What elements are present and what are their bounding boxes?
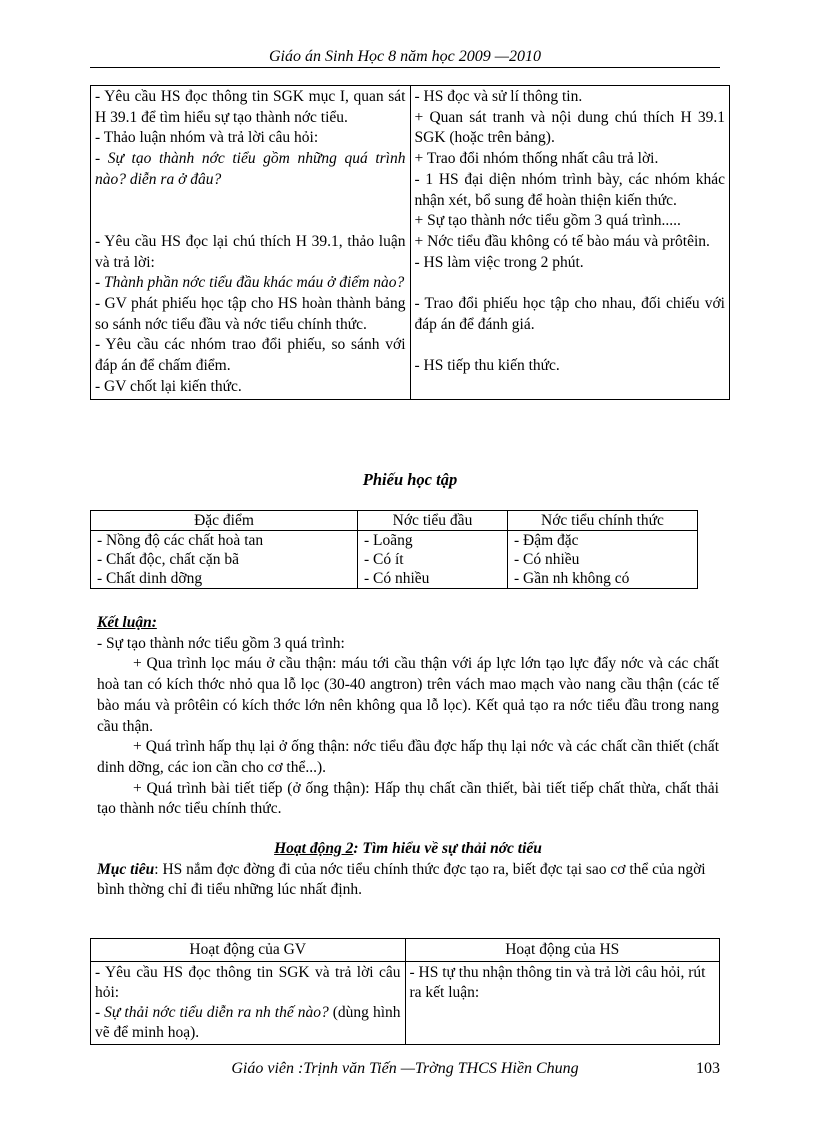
conclusion-paragraph: + Quá trình bài tiết tiếp (ở ống thận): Hấp thụ chất cần thiết, bài tiết tiếp chất thừa, chất thải tạo thành nớc tiểu chính thức. [97,779,719,818]
worksheet-title: Phiếu học tập [362,470,458,489]
table-cell: - Có ít [358,550,508,569]
objective-text: : HS nắm đợc đờng đi của nớc tiểu chính thức đợc tạo ra, biết đợc tại sao cơ thể của ngời bình thờng chỉ đi tiểu những lúc nhất định. [97,860,706,898]
list-item: + Nớc tiểu đầu không có tế bào máu và prôtêin. [414,232,710,250]
column-header: Hoạt động của GV [91,939,406,962]
list-item: + Quan sát tranh và nội dung chú thích H 39.1 SGK (hoặc trên bảng). [414,108,725,147]
teacher-activity-cell [91,962,406,1045]
list-item: + Trao đổi nhóm thống nhất câu trả lời. [414,150,659,168]
list-item: - Yêu cầu HS đọc thông tin SGK và trả lời câu hỏi: [95,964,401,1001]
column-header: Nớc tiểu chính thức [508,511,698,531]
page-number: 103 [696,1060,720,1077]
conclusion-paragraph: + Qua trình lọc máu ở cầu thận: máu tới cầu thận với áp lực lớn tạo lực đẩy nớc và các chất hoà tan có kích thớc nhỏ qua lỗ lọc (30-40 angtron) trên vách mao mạch vào nang cầu thận (các tế bào máu và prôtêin có kích thớc lớn nên không qua lỗ lọc). Kết quả tạo ra nớc tiểu đầu trong nang cầu thận. [97,655,719,735]
table-row [91,531,698,551]
table-cell: - Loãng [358,531,508,551]
activity-table-2 [90,938,720,1045]
worksheet-table [90,510,698,589]
spacer [95,191,406,212]
page-footer [90,1060,720,1078]
activity-2-section [97,839,719,901]
page-header: Giáo án Sinh Học 8 năm học 2009 —2010 [269,48,541,65]
conclusion-paragraph: + Quá trình hấp thụ lại ở ống thận: nớc tiểu đầu đợc hấp thụ lại nớc và các chất cần thiết (chất dinh dỡng, các ion cần cho cơ thể...). [97,738,719,776]
table-row [91,569,698,589]
table-cell: - Có nhiều [508,550,698,569]
spacer [415,273,726,294]
footer-text: Giáo viên :Trịnh văn Tiến —Trờng THCS Hiền Chung [231,1060,579,1077]
question-text: - Sự thải nớc tiểu diễn ra nh thế nào? [95,1004,329,1021]
table-header-row [91,511,698,531]
table-cell: - Có nhiều [358,569,508,589]
conclusion-intro: - Sự tạo thành nớc tiểu gồm 3 quá trình: [97,634,345,652]
activity-2-topic: : Tìm hiểu về sự thải nớc tiểu [353,840,542,857]
teacher-activity-cell [91,86,411,400]
conclusion-section [97,613,719,820]
table-cell: - Đậm đặc [508,531,698,551]
list-item: - 1 HS đại diện nhóm trình bày, các nhóm khác nhận xét, bổ sung để hoàn thiện kiến thức. [414,170,725,209]
list-item: + Sự tạo thành nớc tiểu gồm 3 quá trình..... [414,212,681,230]
table-cell: - Gần nh không có [508,569,698,589]
table-cell: - Nồng độ các chất hoà tan [91,531,358,551]
conclusion-title: Kết luận: [97,614,157,631]
note-text: (dùng hình vẽ để minh hoạ). [95,1004,401,1041]
question-text: - Sự tạo thành nớc tiểu gồm những quá trình nào? diễn ra ở đâu? [95,150,406,188]
list-item: - Yêu cầu các nhóm trao đổi phiếu, so sánh với đáp án để chấm điểm. [95,336,406,375]
activity-2-title [97,839,719,860]
spacer [95,211,406,232]
list-item: - Thảo luận nhóm và trả lời câu hỏi: [95,129,319,147]
activity-2-label: Hoạt động 2 [274,840,354,857]
list-item: - HS tiếp thu kiến thức. [414,357,560,375]
header-rule [90,67,720,68]
activity-table-1 [90,85,730,400]
student-activity-cell: - HS tự thu nhận thông tin và trả lời câu hỏi, rút ra kết luận: [405,962,720,1045]
list-item: - Yêu cầu HS đọc lại chú thích H 39.1, thảo luận và trả lời: [95,232,406,271]
spacer [415,335,726,356]
table-row [91,86,730,400]
table-cell: - Chất độc, chất cặn bã [91,550,358,569]
column-header: Nớc tiểu đầu [358,511,508,531]
question-text: - Thành phần nớc tiểu đầu khác máu ở điểm nào? [95,274,405,292]
table-row [91,550,698,569]
list-item: - GV chốt lại kiến thức. [95,377,242,395]
column-header: Đặc điểm [91,511,358,531]
list-item: - HS làm việc trong 2 phút. [414,253,584,271]
column-header: Hoạt động của HS [405,939,720,962]
list-item: - HS đọc và sử lí thông tin. [414,88,583,105]
table-header-row [91,939,720,962]
objective-label: Mục tiêu [97,860,155,878]
table-cell: - Chất dinh dỡng [91,569,358,589]
student-activity-cell [410,86,730,400]
table-row [91,962,720,1045]
list-item: - GV phát phiếu học tập cho HS hoàn thành bảng so sánh nớc tiểu đầu và nớc tiểu chính thức. [95,295,406,333]
list-item: - Yêu cầu HS đọc thông tin SGK mục I, quan sát H 39.1 để tìm hiểu sự tạo thành nớc tiểu. [95,88,406,126]
objective [97,860,719,901]
list-item: - Trao đổi phiếu học tập cho nhau, đối chiếu với đáp án để đánh giá. [414,295,725,333]
